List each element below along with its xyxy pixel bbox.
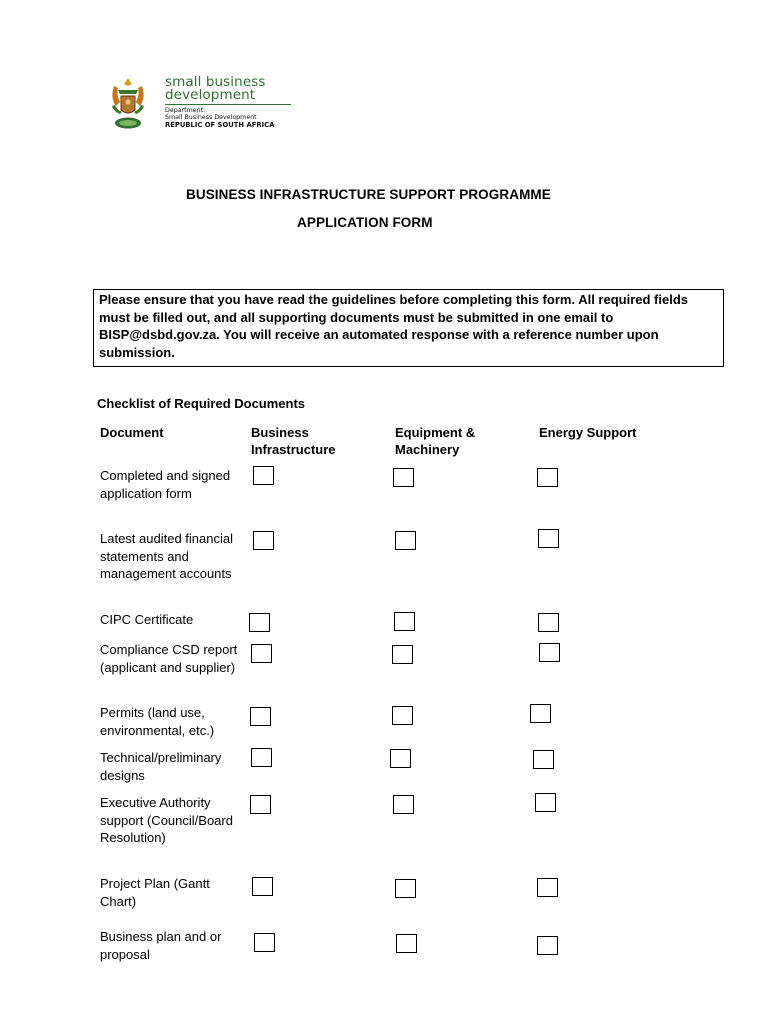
checkbox-financial-statements-business-infrastructure[interactable] [253, 531, 274, 550]
document-label-financial-statements: Latest audited financial statements and management accounts [100, 531, 233, 582]
checkbox-financial-statements-equipment-machinery[interactable] [395, 531, 416, 550]
checkbox-compliance-csd-equipment-machinery[interactable] [392, 645, 413, 664]
checkbox-project-plan-equipment-machinery[interactable] [395, 879, 416, 898]
checkbox-business-plan-energy-support[interactable] [537, 936, 558, 955]
checkbox-compliance-csd-energy-support[interactable] [539, 643, 560, 662]
checkbox-executive-authority-business-infrastructure[interactable] [250, 795, 271, 814]
checkbox-permits-energy-support[interactable] [530, 704, 551, 723]
column-header-equipment-machinery: Equipment & Machinery [395, 425, 476, 457]
checkbox-application-form-energy-support[interactable] [537, 468, 558, 487]
logo-line1: small business [165, 74, 266, 90]
checkbox-application-form-business-infrastructure[interactable] [253, 466, 274, 485]
logo-country: REPUBLIC OF SOUTH AFRICA [165, 121, 275, 129]
column-header-business-infrastructure: Business Infrastructure [251, 425, 336, 457]
document-label-project-plan: Project Plan (Gantt Chart) [100, 876, 210, 909]
checkbox-application-form-equipment-machinery[interactable] [393, 468, 414, 487]
checklist-heading: Checklist of Required Documents [97, 396, 306, 411]
document-label-business-plan: Business plan and or proposal [100, 929, 222, 962]
checkbox-technical-designs-business-infrastructure[interactable] [251, 748, 272, 767]
logo-dept-line2: Small Business Development [165, 114, 257, 121]
checkbox-business-plan-equipment-machinery[interactable] [396, 934, 417, 953]
checkbox-technical-designs-equipment-machinery[interactable] [390, 749, 411, 768]
checkbox-executive-authority-energy-support[interactable] [535, 793, 556, 812]
document-label-compliance-csd: Compliance CSD report (applicant and supplier) [100, 642, 238, 675]
checkbox-permits-business-infrastructure[interactable] [250, 707, 271, 726]
page-subtitle: APPLICATION FORM [297, 215, 433, 230]
logo-dept-line1: Department: [165, 107, 206, 114]
document-label-cipc-certificate: CIPC Certificate [100, 612, 194, 627]
document-label-technical-designs: Technical/preliminary designs [100, 750, 222, 783]
checkbox-permits-equipment-machinery[interactable] [392, 706, 413, 725]
checkbox-cipc-certificate-energy-support[interactable] [538, 613, 559, 632]
checkbox-project-plan-business-infrastructure[interactable] [252, 877, 273, 896]
checkbox-cipc-certificate-business-infrastructure[interactable] [249, 613, 270, 632]
instructions-notice: Please ensure that you have read the guidelines before completing this form. All required fields must be filled out, and all supporting documents must be submitted in one email to BISP@dsbd.gov.za. You will receive an automated response with a reference number upon submission. [93, 289, 724, 367]
document-label-permits: Permits (land use, environmental, etc.) [100, 705, 215, 738]
coat-of-arms-icon [106, 76, 150, 132]
column-header-energy-support: Energy Support [539, 425, 637, 440]
logo-line2: development [165, 87, 256, 103]
checkbox-compliance-csd-business-infrastructure[interactable] [251, 644, 272, 663]
checkbox-project-plan-energy-support[interactable] [537, 878, 558, 897]
checkbox-cipc-certificate-equipment-machinery[interactable] [394, 612, 415, 631]
checkbox-financial-statements-energy-support[interactable] [538, 529, 559, 548]
column-header-document: Document [100, 425, 164, 440]
logo-divider [165, 104, 291, 105]
page-title: BUSINESS INFRASTRUCTURE SUPPORT PROGRAMME [186, 187, 551, 202]
document-label-executive-authority: Executive Authority support (Council/Board Resolution) [100, 795, 233, 846]
checkbox-business-plan-business-infrastructure[interactable] [254, 933, 275, 952]
document-label-application-form: Completed and signed application form [100, 468, 231, 501]
checkbox-executive-authority-equipment-machinery[interactable] [393, 795, 414, 814]
department-logo [106, 76, 296, 134]
checkbox-technical-designs-energy-support[interactable] [533, 750, 554, 769]
